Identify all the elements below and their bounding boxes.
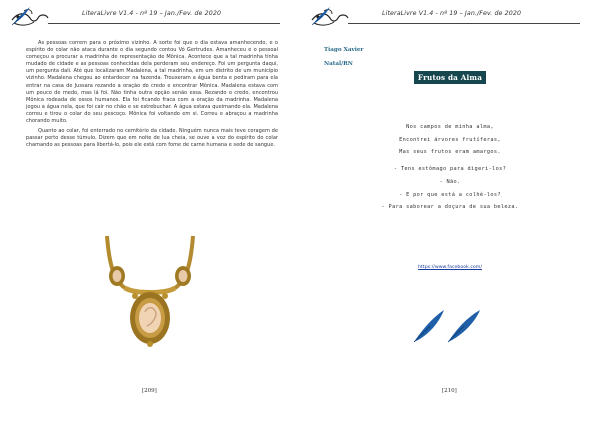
page-header (310, 6, 588, 28)
necklace-image (95, 232, 205, 352)
poem-line: - E por que está a colhê-los? (399, 191, 501, 198)
header-rule (48, 23, 280, 24)
author-name: Tiago Xavier (324, 47, 364, 53)
poem-body (360, 121, 540, 214)
header-title: LiteraLivre V1.4 - nº 19 – Jan./Fev. de 2020 (82, 10, 222, 17)
poem-line: - Para saborear a doçura de sua beleza. (381, 204, 519, 211)
story-paragraph: Quanto ao colar, foi enterrado no cemitério da cidade. Ninguém nunca mais teve coragem de passar perto desse túmulo. Dizem que em noite de lua cheia, se ouve a voz do espírito do colar chamando as pessoas para libertá-lo, pois ele está com fome de carne humana e sede de sangue. (26, 128, 278, 149)
feather-icon (408, 306, 492, 346)
poem-title: Frutos da Alma (414, 71, 486, 84)
poem-line: Encontrei árvores frutíferas, (399, 136, 501, 143)
poem-line: Mas seus frutos eram amargos. (399, 149, 501, 156)
page-number: [210] (442, 388, 457, 394)
header-title: LiteraLivre V1.4 - nº 19 – Jan./Fev. de 2020 (382, 10, 522, 17)
poem-line: Nos campos de minha alma, (406, 124, 494, 130)
header-rule (348, 23, 580, 24)
story-text (26, 40, 278, 152)
right-page (300, 0, 600, 424)
page-header (10, 6, 288, 28)
poem-line: - Não. (439, 178, 461, 185)
author-city: Natal/RN (324, 61, 353, 67)
facebook-link[interactable]: https://www.facebook.com/ (418, 265, 482, 270)
page-number: [209] (142, 388, 157, 394)
poem-line: - Tens estômago para digeri-los? (393, 166, 507, 173)
quill-icon (310, 6, 332, 26)
story-paragraph: As pessoas correm para o próximo vizinho. A sorte foi que o dia estava amanhecendo, e o espírito do colar não ataca durante o dia segundo contou Vó Gertrudes. Amanheceu e o pessoal começou a procurar a madrinha de representação de Mônica. Acontece que a tal madrinha tinha mudado de cidade e as pessoas conhecidas dela perderam seu endereço. Foi um pergunta daqui, um pergunta dali. Até que localizaram Madalena, a tal madrinha, em um distrito de um município vizinho. Madalena chegou ao entardecer na fazenda. Trouxeram a água benta e pediram para ela entrar na casa de Jussara rezando a oração do credo e encontrar Mônica. Madalena estava com um pouco de medo, mas lá foi. Não tinha outra opção senão essa. Rezando o credo, encontrou Mônica rodeada de ossos humanos. Ela foi ficando fraca com a oração da madrinha. Madalena jogou a água nela, que foi cair no chão e se estrebuchar. A água estava queimando ela. Madalena correu e tirou o colar do seu pescoço. Mônica foi voltando em si. Correu e abraçou a madrinha chorando muito. (26, 40, 278, 125)
quill-icon (10, 6, 32, 26)
